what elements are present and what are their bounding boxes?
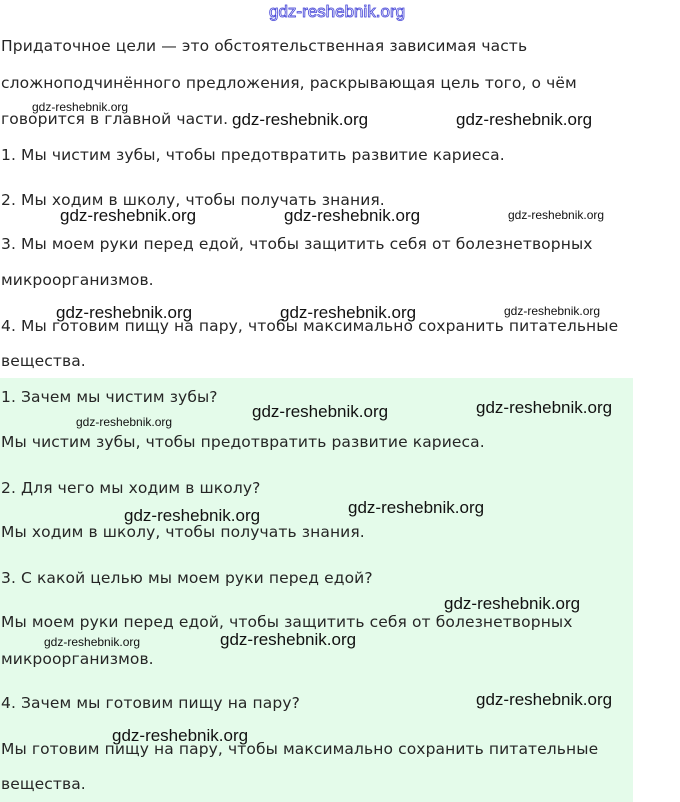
- watermark: gdz-reshebnik.org: [252, 402, 389, 421]
- example-2: 2. Мы ходим в школу, чтобы получать знания.: [1, 191, 385, 209]
- example-3-line-2: микроорганизмов.: [1, 271, 154, 289]
- watermark: gdz-reshebnik.org: [56, 303, 193, 322]
- watermark: gdz-reshebnik.org: [220, 630, 357, 649]
- question-3: 3. С какой целью мы моем руки перед едой?: [1, 569, 373, 587]
- watermark: gdz-reshebnik.org: [232, 110, 369, 129]
- example-1: 1. Мы чистим зубы, чтобы предотвратить развитие кариеса.: [1, 146, 505, 164]
- watermark: gdz-reshebnik.org: [60, 206, 197, 225]
- example-4-line-2: вещества.: [1, 352, 86, 370]
- definition-line-3: говорится в главной части.: [1, 110, 229, 128]
- definition-line-1: Придаточное цели — это обстоятельственная зависимая часть: [1, 37, 528, 55]
- answer-4-line-1: Мы готовим пищу на пару, чтобы максимально сохранить питательные: [1, 740, 599, 758]
- watermark: gdz-reshebnik.org: [444, 594, 581, 613]
- example-3-line-1: 3. Мы моем руки перед едой, чтобы защитить себя от болезнетворных: [1, 235, 593, 253]
- watermark: gdz-reshebnik.org: [280, 303, 417, 322]
- answer-2: Мы ходим в школу, чтобы получать знания.: [1, 523, 365, 541]
- question-2: 2. Для чего мы ходим в школу?: [1, 479, 261, 497]
- example-4-line-1: 4. Мы готовим пищу на пару, чтобы максимально сохранить питательные: [1, 317, 619, 335]
- watermark: gdz-reshebnik.org: [32, 100, 129, 114]
- watermark-top: gdz-reshebnik.org: [269, 2, 406, 21]
- watermark: gdz-reshebnik.org: [456, 110, 593, 129]
- watermark: gdz-reshebnik.org: [476, 398, 613, 417]
- answer-3-line-2: микроорганизмов.: [1, 650, 154, 668]
- watermark: gdz-reshebnik.org: [124, 506, 261, 525]
- watermark: gdz-reshebnik.org: [508, 208, 605, 222]
- watermark: gdz-reshebnik.org: [44, 635, 141, 649]
- answer-1: Мы чистим зубы, чтобы предотвратить развитие кариеса.: [1, 433, 485, 451]
- watermark: gdz-reshebnik.org: [348, 498, 485, 517]
- watermark: gdz-reshebnik.org: [112, 726, 249, 745]
- watermark: gdz-reshebnik.org: [76, 415, 173, 429]
- answer-4-line-2: вещества.: [1, 775, 86, 793]
- question-1: 1. Зачем мы чистим зубы?: [1, 388, 218, 406]
- watermark: gdz-reshebnik.org: [476, 690, 613, 709]
- watermark: gdz-reshebnik.org: [504, 304, 601, 318]
- answer-3-line-1: Мы моем руки перед едой, чтобы защитить себя от болезнетворных: [1, 613, 573, 631]
- watermark: gdz-reshebnik.org: [284, 206, 421, 225]
- definition-line-2: сложноподчинённого предложения, раскрывающая цель того, о чём: [1, 74, 577, 92]
- question-4: 4. Зачем мы готовим пищу на пару?: [1, 694, 300, 712]
